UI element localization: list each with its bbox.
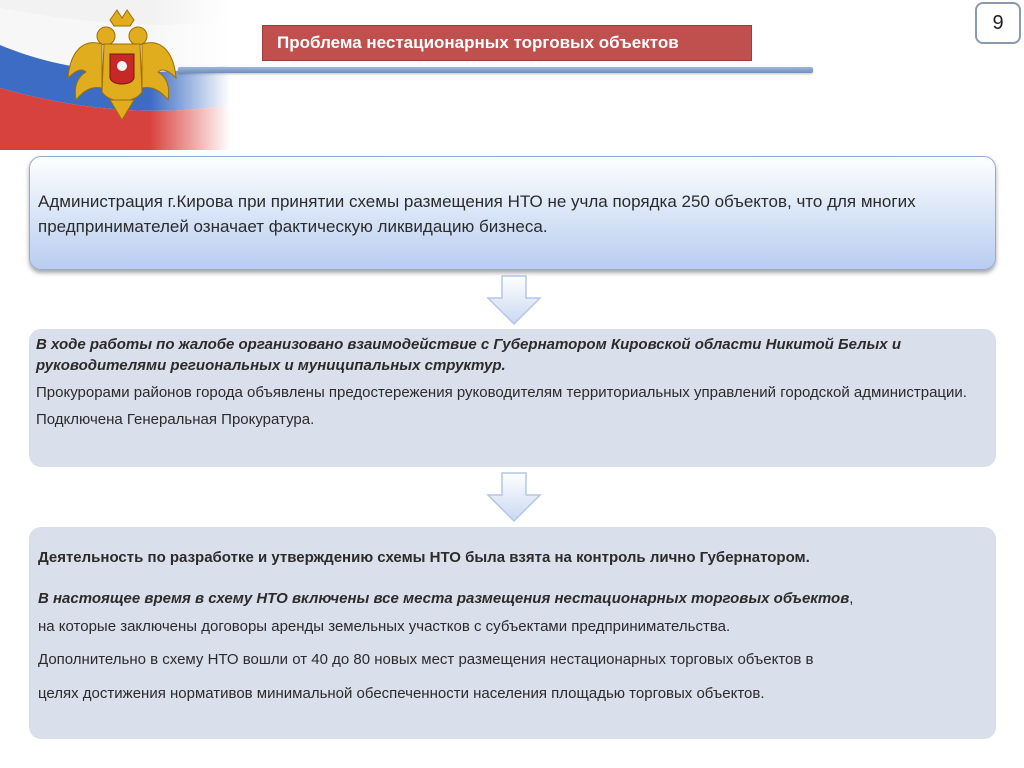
actions-taken-box: [29, 329, 996, 467]
down-arrow-icon: [484, 274, 544, 326]
page-title: Проблема нестационарных торговых объектов: [262, 25, 752, 61]
actions-item-general-prosecutor: Подключена Генеральная Прокуратура.: [36, 411, 315, 428]
results-lead-text: Деятельность по разработке и утверждению схемы НТО была взята на контроль лично Губернатором.: [38, 549, 810, 566]
results-item-current-scheme-emph: В настоящее время в схему НТО включены все места размещения нестационарных торговых объектов: [38, 590, 850, 607]
title-divider: [178, 67, 813, 73]
russian-coat-of-arms-icon: [62, 8, 182, 128]
actions-lead-text: В ходе работы по жалобе организовано взаимодействие с Губернатором Кировской области Никитой Белых и руководителями региональных и муниципальных структур.: [36, 336, 901, 374]
results-item-current-scheme: [38, 588, 986, 609]
problem-statement-text: Администрация г.Кирова при принятии схемы размещения НТО не учла порядка 250 объектов, что для многих предпринимателей означает фактическую ликвидацию бизнеса.: [38, 192, 916, 236]
problem-statement-box: [29, 156, 996, 270]
results-box: [29, 527, 996, 739]
page-number-badge: 9: [975, 2, 1021, 44]
results-item-new-places: Дополнительно в схему НТО вошли от 40 до 80 новых мест размещения нестационарных торговых объектов в: [38, 651, 814, 668]
down-arrow-icon: [484, 471, 544, 523]
flag-emblem-header: [0, 0, 230, 150]
results-item-leases: на которые заключены договоры аренды земельных участков с субъектами предпринимательства.: [38, 618, 731, 635]
actions-item-prosecutors: Прокурорами районов города объявлены предостережения руководителям территориальных управлений городской администрации.: [36, 384, 967, 401]
results-item-current-scheme-comma: ,: [849, 590, 854, 607]
results-item-norms: целях достижения нормативов минимальной обеспеченности населения площадью торговых объектов.: [38, 685, 765, 702]
